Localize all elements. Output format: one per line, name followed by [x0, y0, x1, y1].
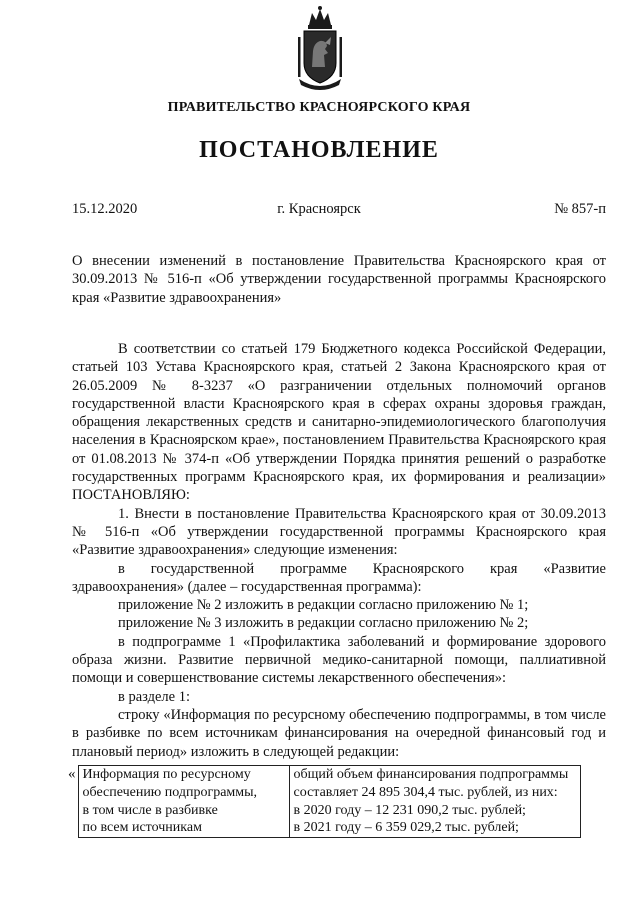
table-cell-value [289, 766, 580, 838]
krasnoyarsk-coat-of-arms-icon [295, 3, 345, 93]
cell-line: в том числе в разбивке [82, 802, 218, 818]
paragraph: приложение № 3 изложить в редакции согласно приложению № 2; [118, 615, 529, 632]
cell-line: общий объем финансирования подпрограммы [293, 767, 569, 782]
document-number: № 857-п [554, 201, 606, 217]
document-type-title: ПОСТАНОВЛЕНИЕ [199, 137, 439, 163]
cell-line: по всем источникам [82, 820, 202, 836]
table-row [68, 766, 580, 838]
paragraph: В соответствии со статьей 179 Бюджетного кодекса Российской Федерации, статьей 103 Устава Красноярского края, статьей 2 Закона Красноярского края от 26.05.2009 № 8-3237 «О разграничении отдельных полномочий органов государственной власти Красноярского края в сферах охраны здоровья граждан, обращения лекарственных средств и санитарно-эпидемиологического благополучия населения в Красноярском крае», постановлением Правительства Красноярского края от 01.08.2013 № 374-п «Об утверждении Порядка принятия решений о разработке государственных программ Красноярского края, их формирования и реализации» ПОСТАНОВЛЯЮ: [72, 341, 606, 504]
cell-line: составляет 24 895 304,4 тыс. рублей, из них: [293, 784, 558, 800]
document-subject [72, 252, 606, 307]
paragraph: в подпрограмме 1 «Профилактика заболеваний и формирование здорового образа жизни. Развитие первичной медико-санитарной помощи, паллиативной помощи и совершенствование системы лекарственного обеспечения»: [72, 633, 606, 687]
cell-line: Информация по ресурсному [82, 767, 251, 782]
document-date: 15.12.2020 [72, 201, 138, 217]
paragraph: в государственной программе Красноярского края «Развитие здравоохранения» (далее – государственная программа): [72, 560, 606, 595]
paragraph: приложение № 2 изложить в редакции согласно приложению № 1; [118, 597, 529, 614]
table-cell-label [78, 766, 289, 838]
paragraph: 1. Внести в постановление Правительства Красноярского края от 30.09.2013 № 516-п «Об утверждении государственной программы Красноярского края «Развитие здравоохранения» следующие изменения: [72, 505, 606, 559]
subject-text: О внесении изменений в постановление Правительства Красноярского края от 30.09.2013 № 516-п «Об утверждении государственной программы Красноярского края «Развитие здравоохранения» [72, 253, 606, 306]
table-open-quote: « [68, 765, 76, 782]
document-city: г. Красноярск [277, 201, 361, 217]
cell-line: в 2020 году – 12 231 090,2 тыс. рублей; [293, 802, 526, 818]
cell-line: в 2021 году – 6 359 029,2 тыс. рублей; [293, 820, 519, 836]
paragraph: в разделе 1: [118, 688, 191, 705]
resource-info-table [68, 765, 581, 838]
cell-line: обеспечению подпрограммы, [82, 784, 258, 800]
document-body [72, 340, 606, 761]
paragraph: строку «Информация по ресурсному обеспечению подпрограммы, в том числе в разбивке по всем источникам финансирования на очередной финансовый год и плановый период» изложить в следующей редакции: [72, 706, 606, 760]
government-name: ПРАВИТЕЛЬСТВО КРАСНОЯРСКОГО КРАЯ [167, 100, 471, 115]
